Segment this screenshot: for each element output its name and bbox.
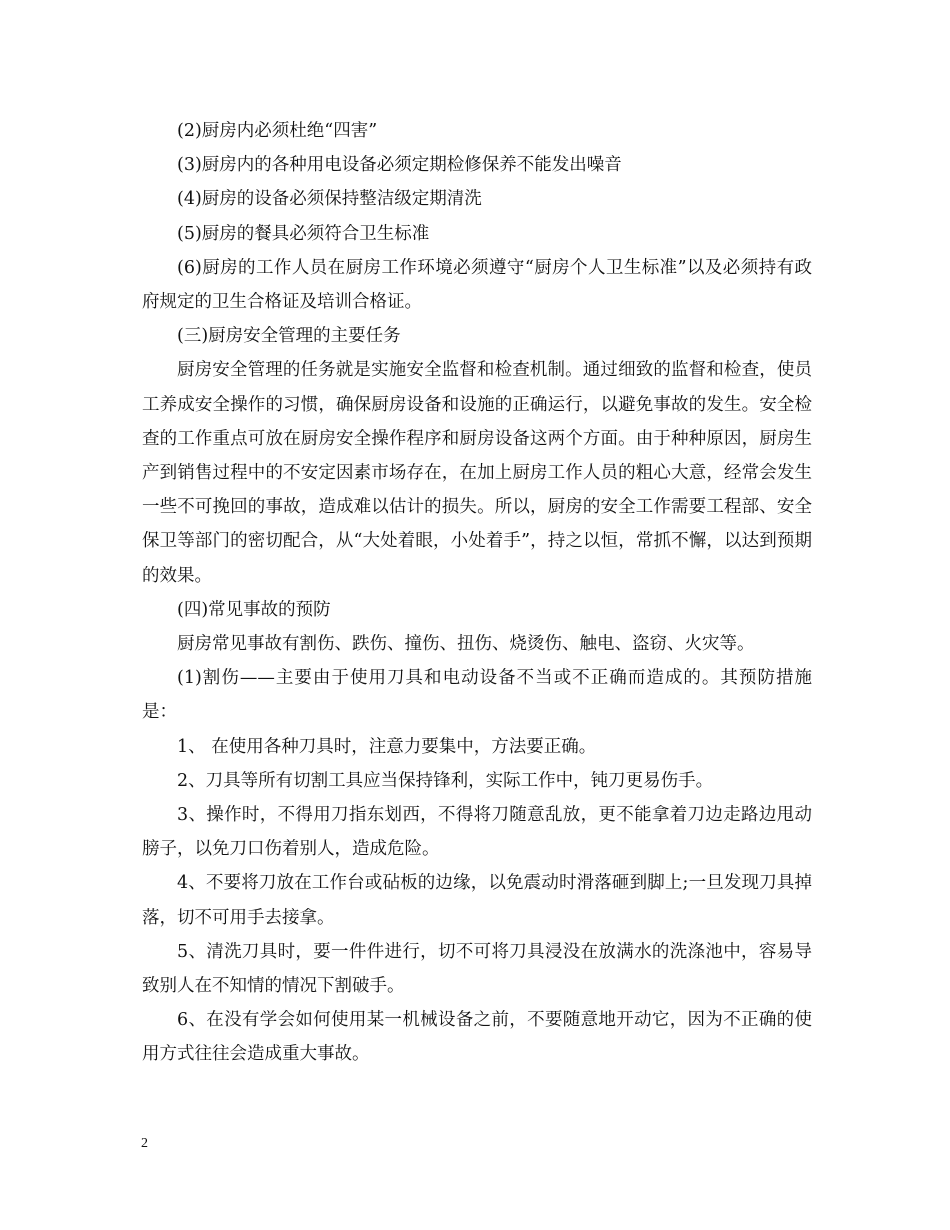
paragraph: (3)厨房内的各种用电设备必须定期检修保养不能发出噪音 — [177, 155, 622, 176]
page-number: 2 — [141, 1136, 148, 1151]
list-item: 2、刀具等所有切割工具应当保持锋利，实际工作中，钝刀更易伤手。 — [177, 770, 714, 791]
list-item: 3、操作时，不得用刀指东划西，不得将刀随意乱放，更不能拿着刀边走路边甩动膀子，以免刀口伤着别人，造成危险。 — [142, 805, 812, 860]
list-item: 5、清洗刀具时，要一件件进行，切不可将刀具浸没在放满水的洗涤池中，容易导致别人在不知情的情况下割破手。 — [142, 941, 812, 997]
paragraph: 厨房常见事故有割伤、跌伤、撞伤、扭伤、烧烫伤、触电、盗窃、火灾等。 — [177, 634, 755, 655]
paragraph: (1)割伤——主要由于使用刀具和电动设备不当或不正确而造成的。其预防措施是： — [142, 668, 812, 723]
section-heading: (三)厨房安全管理的主要任务 — [177, 326, 401, 347]
paragraph: 厨房安全管理的任务就是实施安全监督和检查机制。通过细致的监督和检查，使员工养成安全操作的习惯，确保厨房设备和设施的正确运行，以避免事故的发生。安全检查的工作重点可放在厨房安全操作程序和厨房设备这两个方面。由于种种原因，厨房生产到销售过程中的不安定因素市场存在，在加上厨房工作人员的粗心大意，经常会发生一些不可挽回的事故，造成难以估计的损失。所以，厨房的安全工作需要工程部、安全保卫等部门的密切配合，从“大处着眼，小处着手”，持之以恒，常抓不懈，以达到预期的效果。 — [142, 360, 812, 586]
list-item: 6、在没有学会如何使用某一机械设备之前，不要随意地开动它，因为不正确的使用方式往往会造成重大事故。 — [142, 1010, 812, 1065]
paragraph: (5)厨房的餐具必须符合卫生标准 — [177, 223, 430, 244]
section-heading: (四)常见事故的预防 — [177, 599, 331, 620]
document-body — [142, 114, 812, 1072]
paragraph: (4)厨房的设备必须保持整洁级定期清洗 — [177, 189, 482, 210]
list-item: 4、不要将刀放在工作台或砧板的边缘，以免震动时滑落砸到脚上;一旦发现刀具掉落，切不可用手去接拿。 — [142, 873, 812, 928]
paragraph: (2)厨房内必须杜绝“四害” — [177, 121, 378, 141]
list-item: 1、 在使用各种刀具时，注意力要集中，方法要正确。 — [177, 736, 597, 757]
paragraph: (6)厨房的工作人员在厨房工作环境必须遵守“厨房个人卫生标准”以及必须持有政府规定的卫生合格证及培训合格证。 — [142, 257, 812, 313]
